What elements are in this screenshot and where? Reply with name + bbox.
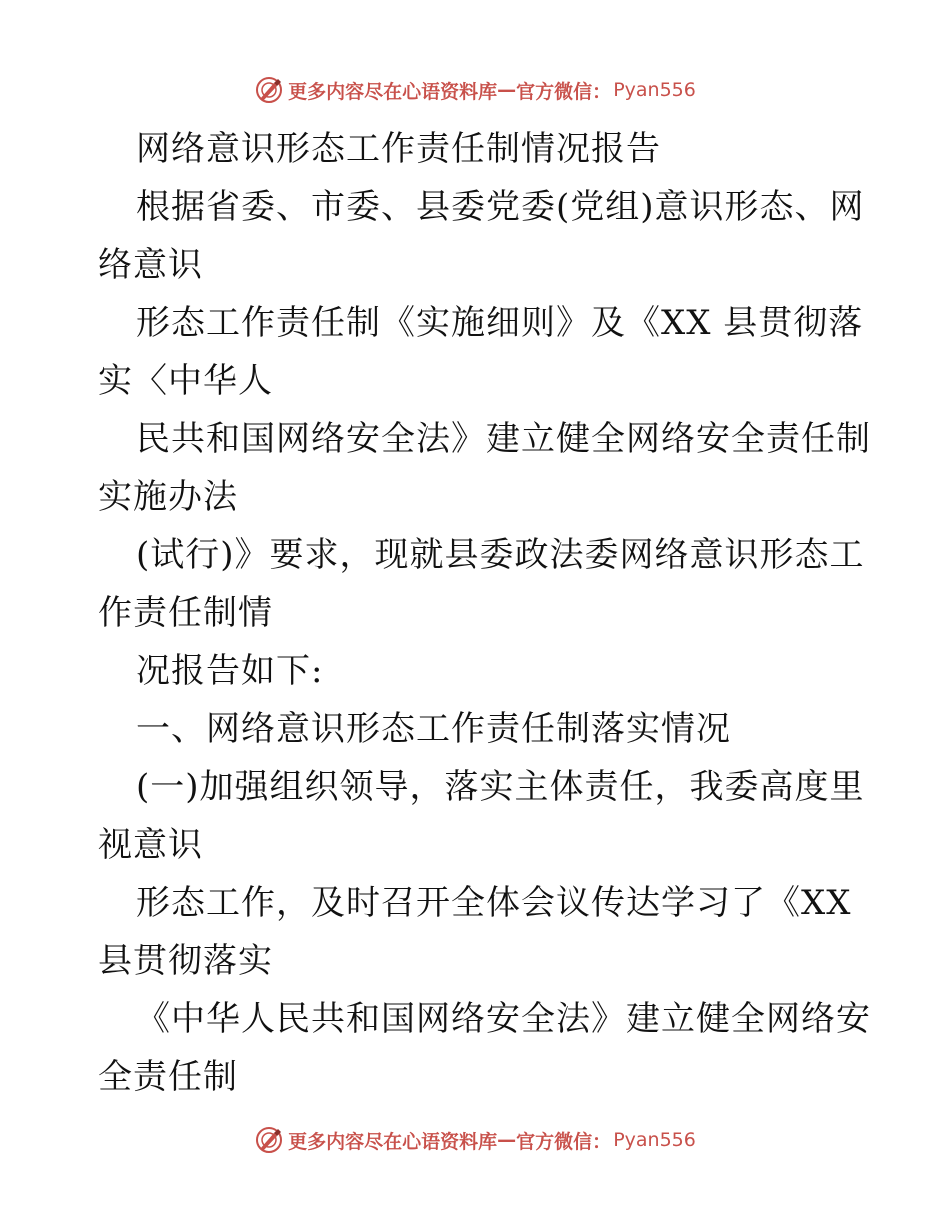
document-body — [98, 120, 871, 1106]
paragraph-line: 县贯彻落实 — [98, 941, 273, 981]
paragraph-line: 视意识 — [98, 825, 203, 865]
paragraph-line: 实施办法 — [98, 477, 238, 517]
footer-separator: — — [497, 1129, 517, 1151]
header-separator: — — [497, 79, 517, 101]
header-contact-id: Pyan556 — [613, 79, 696, 101]
header-site-name: 更多内容尽在心语资料库 — [288, 80, 498, 103]
document-title: 网络意识形态工作责任制情况报告 — [136, 129, 661, 169]
footer-site-name: 更多内容尽在心语资料库 — [288, 1130, 498, 1153]
paragraph-line: 民共和国网络安全法》建立健全网络安全责任制 — [136, 419, 871, 459]
section-heading: 一、网络意识形态工作责任制落实情况 — [136, 709, 731, 749]
footer-contact-id: Pyan556 — [613, 1129, 696, 1151]
paragraph-line: 作责任制情 — [98, 593, 273, 633]
paragraph-line: 《中华人民共和国网络安全法》建立健全网络安 — [136, 999, 871, 1039]
pen-logo-icon — [254, 1125, 284, 1155]
paragraph-line: (一)加强组织领导，落实主体责任，我委高度里 — [136, 767, 865, 807]
paragraph-line: 形态工作责任制《实施细则》及《XX 县贯彻落 — [136, 303, 864, 343]
paragraph-line: 况报告如下: — [136, 651, 324, 691]
paragraph-line: (试行)》要求，现就县委政法委网络意识形态工 — [136, 535, 865, 575]
footer-watermark — [0, 1120, 950, 1160]
paragraph-line: 根据省委、市委、县委党委(党组)意识形态、网 — [136, 187, 865, 227]
footer-contact-prefix: 官方微信： — [516, 1130, 612, 1153]
paragraph-line: 实〈中华人 — [98, 361, 273, 401]
paragraph-line: 络意识 — [98, 245, 203, 285]
paragraph-line: 形态工作，及时召开全体会议传达学习了《XX — [136, 883, 852, 923]
paragraph-line: 全责任制 — [98, 1057, 238, 1097]
pen-logo-icon — [254, 75, 284, 105]
header-contact-prefix: 官方微信： — [516, 80, 612, 103]
header-watermark — [0, 70, 950, 110]
